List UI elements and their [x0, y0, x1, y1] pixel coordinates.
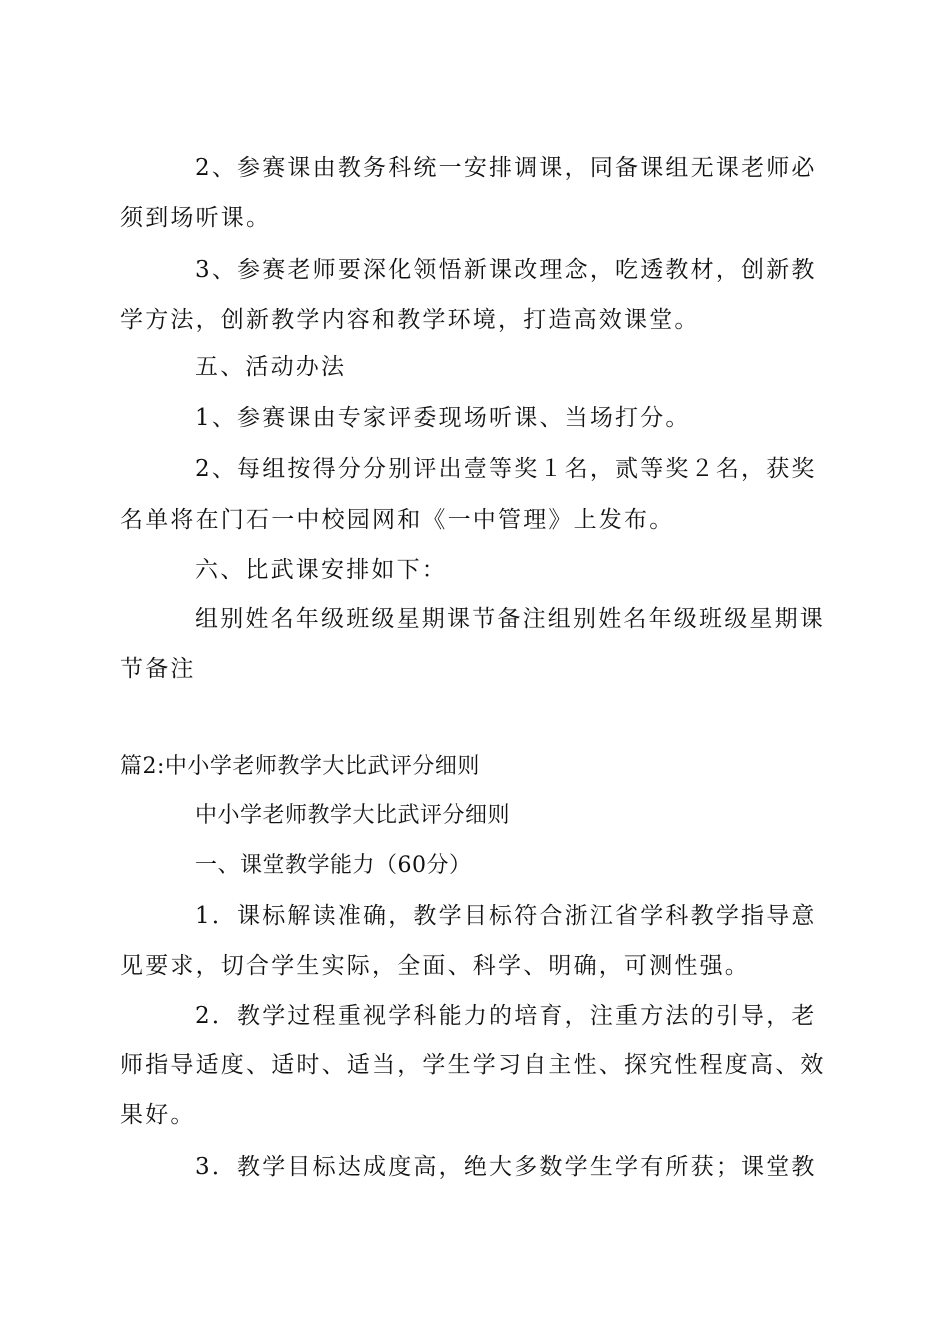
- article-title: 篇2:中小学老师教学大比武评分细则: [120, 754, 480, 779]
- paragraph-line: 1、参赛课由专家评委现场听课、当场打分。: [195, 405, 691, 431]
- paragraph-line: 果好。: [120, 1102, 196, 1128]
- paragraph-line: 3．教学目标达成度高，绝大多数学生学有所获；课堂教: [195, 1154, 817, 1180]
- paragraph-line: 学方法，创新教学内容和教学环境，打造高效课堂。: [120, 307, 700, 333]
- paragraph-line: 须到场听课。: [120, 205, 272, 231]
- section-heading: 五、活动办法: [195, 354, 347, 380]
- paragraph-line: 见要求，切合学生实际，全面、科学、明确，可测性强。: [120, 953, 750, 979]
- paragraph-line: 2、每组按得分分别评出壹等奖１名，贰等奖２名，获奖: [195, 456, 817, 482]
- paragraph-line: 名单将在门石一中校园网和《一中管理》上发布。: [120, 507, 675, 533]
- paragraph-line: 组别姓名年级班级星期课节备注组别姓名年级班级星期课: [195, 606, 825, 632]
- paragraph-line: 1．课标解读准确，教学目标符合浙江省学科教学指导意: [195, 903, 817, 929]
- section-heading: 六、比武课安排如下：: [195, 557, 447, 583]
- article-subtitle: 中小学老师教学大比武评分细则: [195, 803, 511, 828]
- section-heading: 一、课堂教学能力（60分）: [195, 853, 472, 878]
- paragraph-line: 节备注: [120, 656, 196, 682]
- paragraph-line: 师指导适度、适时、适当，学生学习自主性、探究性程度高、效: [120, 1052, 826, 1078]
- paragraph-line: 2、参赛课由教务科统一安排调课，同备课组无课老师必: [195, 155, 817, 181]
- paragraph-line: 3、参赛老师要深化领悟新课改理念，吃透教材，创新教: [195, 257, 817, 283]
- paragraph-line: 2．教学过程重视学科能力的培育，注重方法的引导，老: [195, 1003, 817, 1029]
